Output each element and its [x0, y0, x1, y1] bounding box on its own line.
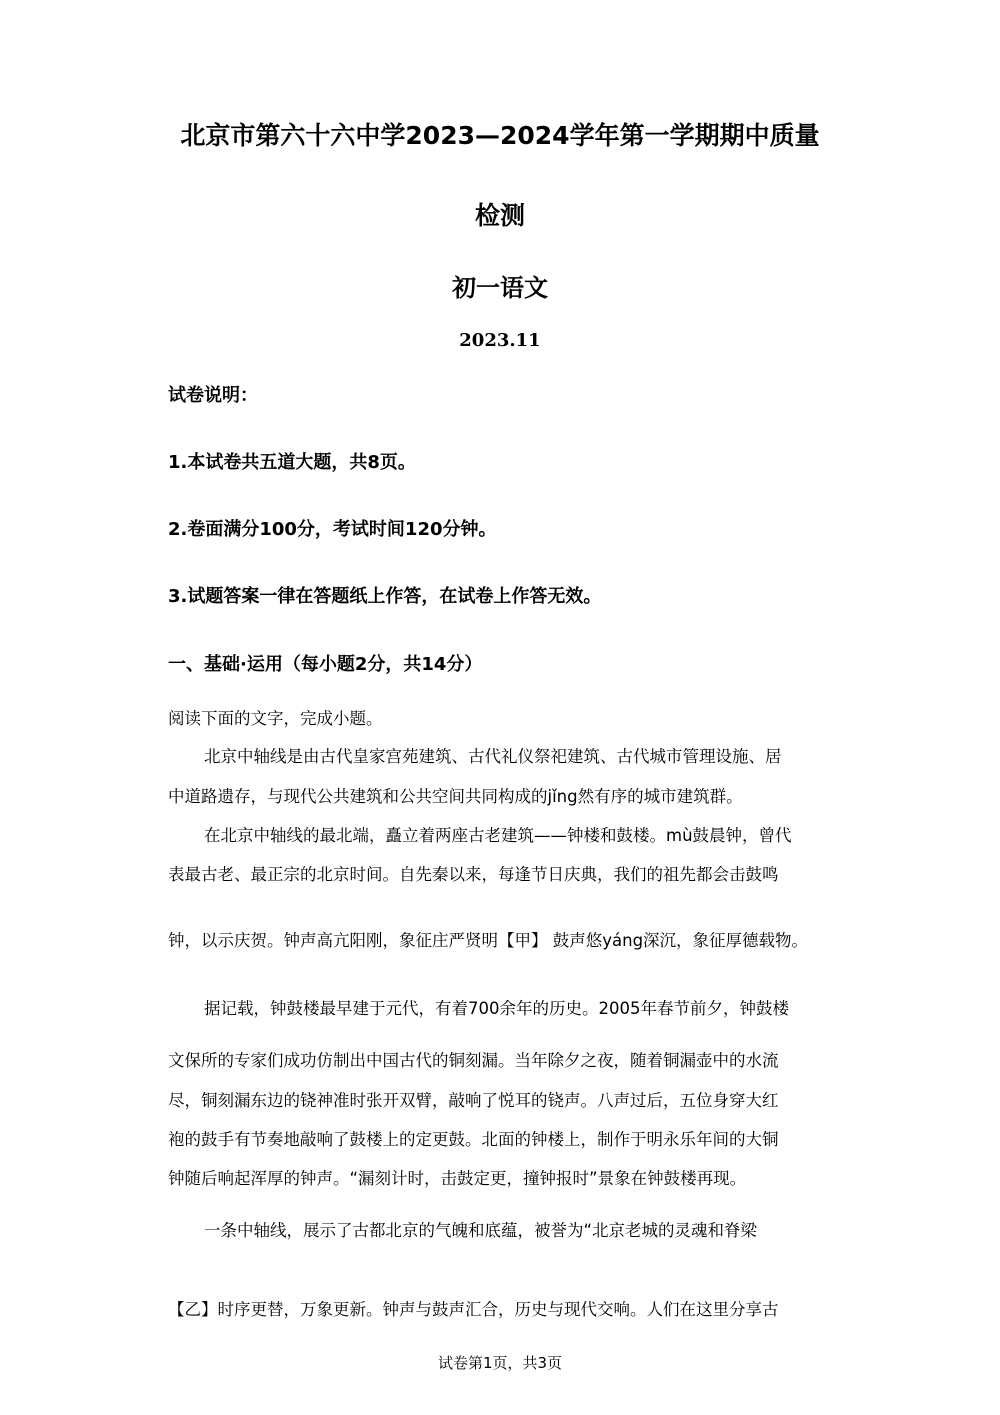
passage-line: 【乙】时序更替，万象更新。钟声与鼓声汇合，历史与现代交响。人们在这里分享古: [168, 1300, 779, 1319]
passage-line: 一条中轴线，展示了古都北京的气魄和底蕴，被誉为“北京老城的灵魂和脊梁: [204, 1221, 758, 1240]
subject-title: 初一语文: [452, 274, 548, 302]
passage-line: 在北京中轴线的最北端，矗立着两座古老建筑——钟楼和鼓楼。mù鼓晨钟，曾代: [204, 826, 792, 845]
instruction-item: 2.卷面满分100分，考试时间120分钟。: [168, 519, 497, 540]
instruction-item: 1.本试卷共五道大题，共8页。: [168, 452, 416, 473]
exam-date: 2023.11: [459, 330, 541, 351]
exam-title: 北京市第六十六中学2023—2024学年第一学期期中质量: [180, 121, 820, 150]
passage-line: 北京中轴线是由古代皇家宫苑建筑、古代礼仪祭祀建筑、古代城市管理设施、居: [204, 747, 782, 766]
instruction-item: 3.试题答案一律在答题纸上作答，在试卷上作答无效。: [168, 586, 602, 607]
page-number-footer: 试卷第1页，共3页: [437, 1354, 563, 1372]
passage-line: 袍的鼓手有节奏地敲响了鼓楼上的定更鼓。北面的钟楼上，制作于明永乐年间的大铜: [168, 1130, 779, 1149]
reading-prompt: 阅读下面的文字，完成小题。: [168, 709, 383, 728]
passage-line: 文保所的专家们成功仿制出中国古代的铜刻漏。当年除夕之夜，随着铜漏壶中的水流: [168, 1051, 779, 1070]
passage-line: 钟，以示庆贺。钟声高亢阳刚，象征庄严贤明【甲】 鼓声悠yáng深沉，象征厚德载物。: [168, 931, 809, 950]
section-heading: 一、基础·运用（每小题2分，共14分）: [168, 654, 483, 675]
instructions-heading: 试卷说明：: [168, 385, 258, 406]
passage-line: 尽，铜刻漏东边的铙神准时张开双臂，敲响了悦耳的铙声。八声过后，五位身穿大红: [168, 1091, 779, 1110]
passage-line: 表最古老、最正宗的北京时间。自先秦以来，每逢节日庆典，我们的祖先都会击鼓鸣: [168, 865, 779, 884]
passage-line: 钟随后响起浑厚的钟声。“漏刻计时，击鼓定更，撞钟报时”景象在钟鼓楼再现。: [168, 1169, 747, 1188]
passage-line: 中道路遗存，与现代公共建筑和公共空间共同构成的jǐng然有序的城市建筑群。: [168, 787, 743, 806]
exam-title-continued: 检测: [474, 201, 525, 230]
passage-line: 据记载，钟鼓楼最早建于元代，有着700余年的历史。2005年春节前夕，钟鼓楼: [204, 999, 789, 1018]
